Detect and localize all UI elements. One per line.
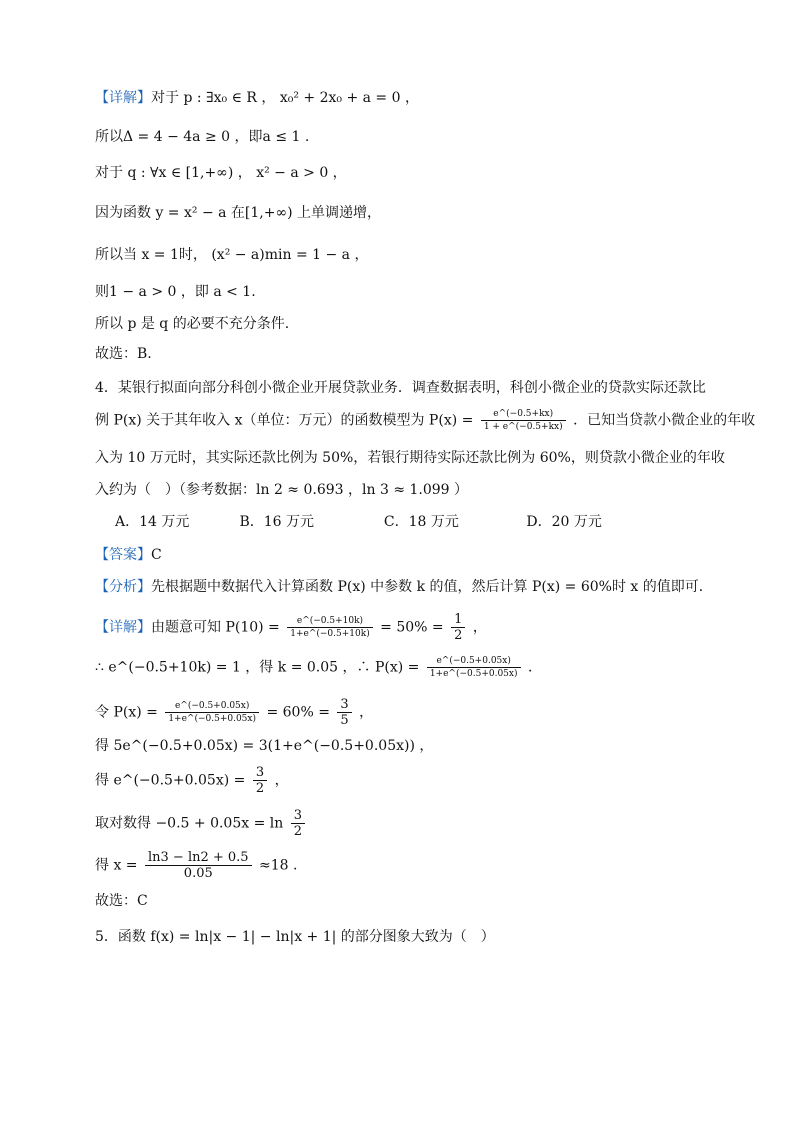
px-denominator: 1+e^(−0.5+0.05x) xyxy=(429,669,518,679)
detail-tag: 【详解】 xyxy=(95,90,151,106)
solution-line-4: 得 5e^(−0.5+0.05x) = 3(1+e^(−0.5+0.05x)) ， xyxy=(95,738,434,754)
px60-numerator: e^(−0.5+0.05x) xyxy=(165,700,259,713)
answer-tag: 【答案】 xyxy=(95,547,151,563)
question-4-text-b: ．已知当贷款小微企业的年收 xyxy=(573,412,756,429)
option-d: D．20 万元 xyxy=(526,514,602,530)
option-a: A．14 万元 xyxy=(115,514,190,530)
three-halves-denominator: 2 xyxy=(255,781,265,796)
half-fraction xyxy=(451,612,465,643)
question-5-line: 5．函数 f(x) = ln|x − 1| − ln|x + 1| 的部分图象大致为（ ） xyxy=(95,929,495,945)
option-c: C．18 万元 xyxy=(383,514,459,530)
detail-line-7: 所以 p 是 q 的必要不充分条件. xyxy=(95,316,290,332)
px60-denominator: 1+e^(−0.5+0.05x) xyxy=(168,714,256,724)
p10-fraction xyxy=(287,615,372,640)
solution-text-1b: = 50% = xyxy=(380,619,444,636)
question-4-text-a: 例 P(x) 关于其年收入 x（单位：万元）的函数模型为 P(x) = xyxy=(95,412,474,429)
three-fifths-numerator: 3 xyxy=(337,697,351,713)
answer-value: C xyxy=(151,547,162,563)
detail-line-4: 因为函数 y = x² − a 在[1,+∞) 上单调递增， xyxy=(95,205,382,221)
detail-text: 对于 p : ∃x₀ ∈ R ， x₀² + 2x₀ + a = 0 ， xyxy=(151,90,419,106)
detail-line-6: 则1 − a > 0 ，即 a < 1. xyxy=(95,284,256,300)
p10-numerator: e^(−0.5+10k) xyxy=(287,615,372,628)
solution-text-2b: ． xyxy=(527,659,542,676)
answer-line xyxy=(95,545,162,565)
p10-denominator: 1+e^(−0.5+10k) xyxy=(290,629,370,639)
detail-line-1 xyxy=(95,88,419,108)
solution-tag: 【详解】 xyxy=(95,619,151,636)
solution-line-2 xyxy=(95,655,542,680)
detail-line-3: 对于 q : ∀x ∈ [1,+∞) ， x² − a > 0 ， xyxy=(95,165,347,181)
log-numerator: 3 xyxy=(291,808,305,824)
model-numerator: e^(−0.5+kx) xyxy=(481,408,566,421)
question-4-line-1: 4．某银行拟面向部分科创小微企业开展贷款业务．调查数据表明，科创小微企业的贷款实际还款比 xyxy=(95,380,706,396)
x-denominator: 0.05 xyxy=(183,866,213,881)
solution-line-3 xyxy=(95,697,373,728)
detail-line-5: 所以当 x = 1时， (x² − a)min = 1 − a ， xyxy=(95,247,369,263)
px60-fraction xyxy=(165,700,259,725)
analysis-tag: 【分析】 xyxy=(95,579,151,595)
three-halves-numerator: 3 xyxy=(253,765,267,781)
choice-line: 故选：B. xyxy=(95,346,152,362)
solution-text-1a: 由题意可知 P(10) = xyxy=(151,619,280,636)
x-fraction xyxy=(145,850,252,881)
px-fraction xyxy=(427,655,521,680)
detail-line-2: 所以Δ = 4 − 4a ≥ 0 ，即a ≤ 1 . xyxy=(95,129,310,145)
question-4-line-3: 入为 10 万元时，其实际还款比例为 50%，若银行期待实际还款比例为 60%，则贷款小微企业的年收 xyxy=(95,450,725,466)
solution-line-6 xyxy=(95,808,308,839)
log-fraction xyxy=(291,808,305,839)
three-fifths-denominator: 5 xyxy=(340,713,349,728)
solution-text-3b: = 60% = xyxy=(266,704,330,721)
model-denominator: 1 + e^(−0.5+kx) xyxy=(483,422,563,432)
half-numerator: 1 xyxy=(451,612,465,628)
px-numerator: e^(−0.5+0.05x) xyxy=(427,655,521,668)
solution-text-7a: 得 x = xyxy=(95,857,138,874)
option-b: B．16 万元 xyxy=(239,514,315,530)
solution-text-3c: ， xyxy=(359,704,374,721)
analysis-text: 先根据题中数据代入计算函数 P(x) 中参数 k 的值，然后计算 P(x) = 60%时 x 的值即可． xyxy=(151,579,713,595)
solution-text-5a: 得 e^(−0.5+0.05x) = xyxy=(95,772,246,789)
three-fifths-fraction xyxy=(337,697,351,728)
model-fraction xyxy=(481,408,566,433)
solution-text-3a: 令 P(x) = xyxy=(95,704,158,721)
three-halves-fraction xyxy=(253,765,267,796)
options-row xyxy=(115,512,602,532)
solution-choice-line: 故选：C xyxy=(95,893,148,909)
x-numerator: ln3 − ln2 + 0.5 xyxy=(145,850,252,866)
log-denominator: 2 xyxy=(293,824,303,839)
question-4-line-2 xyxy=(95,408,755,433)
analysis-line xyxy=(95,577,713,597)
solution-text-2a: ∴ e^(−0.5+10k) = 1 ，得 k = 0.05 ，∴ P(x) = xyxy=(95,659,420,676)
solution-line-5 xyxy=(95,765,289,796)
question-4-line-4: 入约为（ ）（参考数据：ln 2 ≈ 0.693 ，ln 3 ≈ 1.099 ） xyxy=(95,482,469,498)
solution-line-7 xyxy=(95,850,297,881)
half-denominator: 2 xyxy=(454,628,463,643)
solution-text-7b: ≈18 . xyxy=(259,857,298,874)
solution-text-1c: ， xyxy=(472,619,487,636)
solution-line-1 xyxy=(95,612,487,643)
solution-text-6a: 取对数得 −0.5 + 0.05x = ln xyxy=(95,815,284,832)
solution-text-5b: ， xyxy=(274,772,289,789)
